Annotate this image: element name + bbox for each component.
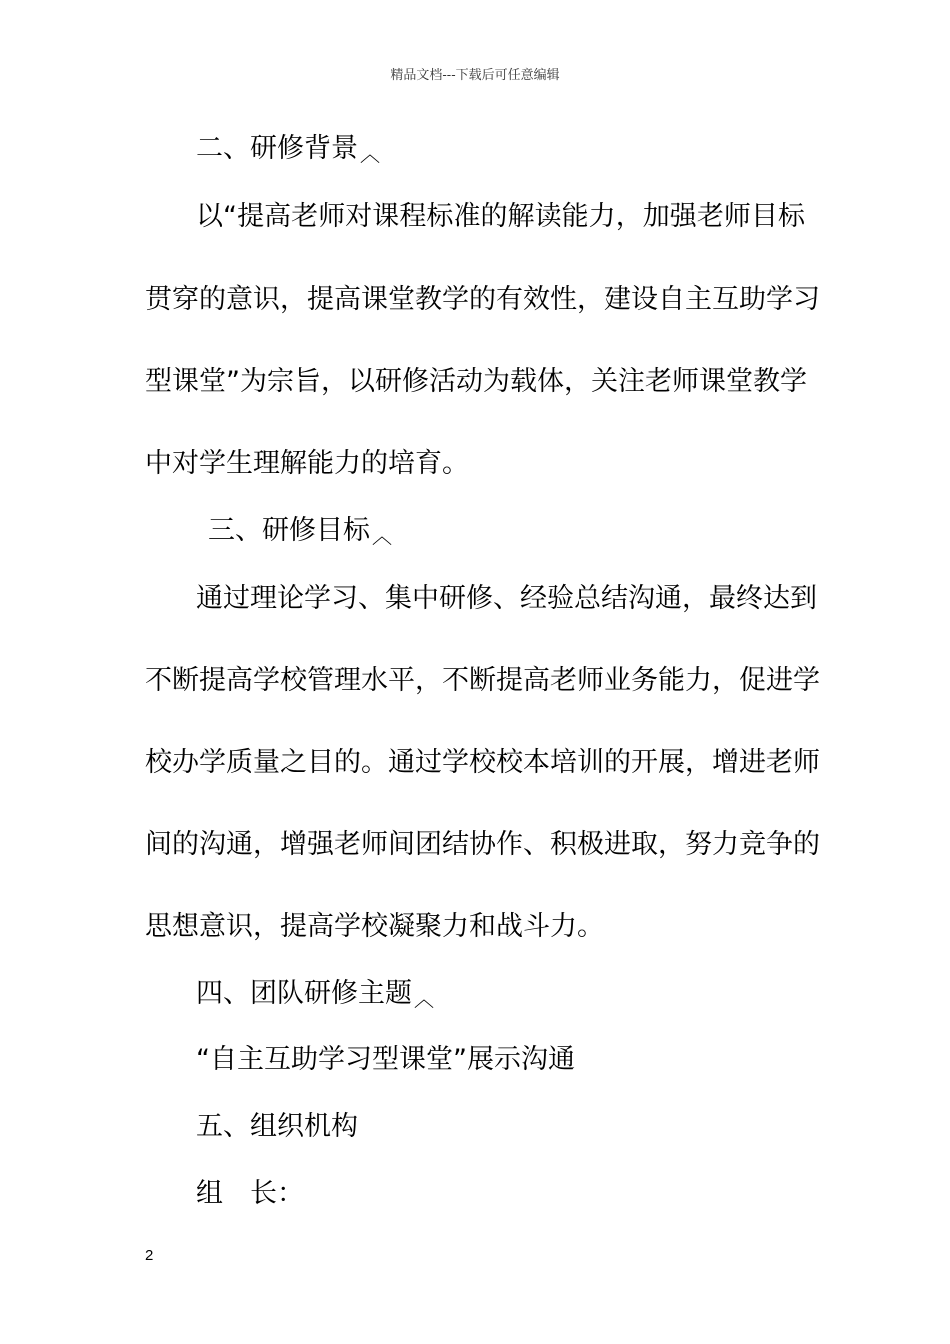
section-heading-4-text: 四、团队研修主题 — [196, 978, 412, 1009]
section-heading-3-text: 三、研修目标 — [208, 515, 370, 546]
section-heading-2-text: 二、研修背景 — [196, 133, 358, 164]
theme-line: “自主互助学习型课堂”展示沟通 — [196, 1044, 575, 1075]
paragraph-line: 中对学生理解能力的培育。 — [145, 448, 469, 479]
paragraph-line: 校办学质量之目的。通过学校校本培训的开展，增进老师 — [145, 747, 820, 778]
leader-line: 组 长： — [196, 1178, 304, 1209]
section-heading-5: 五、组织机构 — [196, 1111, 358, 1142]
section-heading-4 — [196, 977, 434, 1012]
paragraph-line: 思想意识，提高学校凝聚力和战斗力。 — [145, 911, 604, 942]
paragraph-line: 间的沟通，增强老师间团结协作、积极进取，努力竞争的 — [145, 829, 820, 860]
page-number: 2 — [145, 1247, 154, 1264]
caret-mark: ︿ — [372, 524, 392, 548]
paragraph-line: 通过理论学习、集中研修、经验总结沟通，最终达到 — [196, 583, 817, 614]
paragraph-line: 以“提高老师对课程标准的解读能力，加强老师目标 — [196, 201, 805, 232]
paragraph-line: 不断提高学校管理水平，不断提高老师业务能力，促进学 — [145, 665, 820, 696]
section-heading-3 — [208, 514, 392, 549]
caret-mark: ︿ — [414, 987, 434, 1011]
section-heading-2 — [196, 132, 380, 167]
paragraph-line: 型课堂”为宗旨，以研修活动为载体，关注老师课堂教学 — [145, 366, 807, 397]
page-header: 精品文档---下载后可任意编辑 — [390, 68, 560, 83]
paragraph-line: 贯穿的意识，提高课堂教学的有效性，建设自主互助学习 — [145, 284, 820, 315]
caret-mark: ︿ — [360, 142, 380, 166]
